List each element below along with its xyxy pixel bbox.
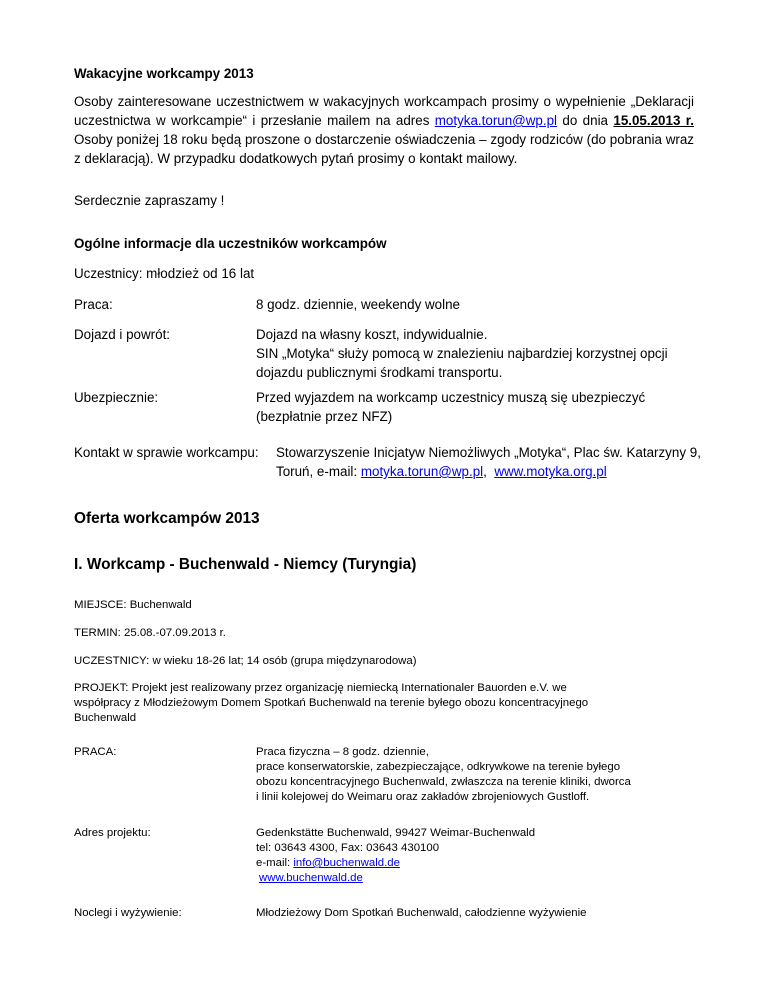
page-title: Wakacyjne workcampy 2013	[74, 66, 254, 81]
camp-miejsce: MIEJSCE: Buchenwald	[74, 599, 192, 611]
adres-website-link[interactable]: www.buchenwald.de	[259, 872, 363, 884]
contact-website-link[interactable]: www.motyka.org.pl	[494, 464, 607, 479]
contact-email-link[interactable]: motyka.torun@wp.pl	[360, 464, 484, 479]
participants-line: Uczestnicy: młodzież od 16 lat	[74, 266, 255, 281]
praca-line: obozu koncentracyjnego Buchenwald, zwłaszcza na terenie kliniki, dworca	[256, 776, 631, 788]
contact-address: Stowarzyszenie Inicjatyw Niemożliwych „Motyka“, Plac św. Katarzyny 9,	[276, 445, 701, 460]
general-title: Ogólne informacje dla uczestników workcampów	[74, 236, 387, 251]
praca-value	[256, 745, 631, 805]
contact-line2	[276, 462, 701, 481]
adres-email-link[interactable]: info@buchenwald.de	[293, 857, 400, 869]
dojazd-line: dojazdu publicznymi środkami transportu.	[256, 365, 503, 380]
adres-label: Adres projektu:	[74, 827, 151, 839]
adres-street: Gedenkstätte Buchenwald, 99427 Weimar-Buchenwald	[256, 827, 536, 839]
praca-line: prace konserwatorskie, zabezpieczające, odkrywkowe na terenie byłego	[256, 761, 621, 773]
intro-email-link[interactable]: motyka.torun@wp.pl	[434, 113, 558, 128]
praca-label: PRACA:	[74, 746, 117, 758]
dojazd-line: Dojazd na własny koszt, indywidualnie.	[256, 327, 488, 342]
noclegi-label: Noclegi i wyżywienie:	[74, 907, 182, 919]
row-label-ubezpieczenie: Ubezpiecznie:	[74, 390, 159, 405]
row-label-praca: Praca:	[74, 297, 113, 312]
contact-separator: ,	[483, 464, 487, 479]
camp-projekt	[74, 681, 714, 726]
praca-line: i linii kolejowej do Weimaru oraz zakładów zbrojeniowych Gustloff.	[256, 791, 590, 803]
dojazd-line: SIN „Motyka“ służy pomocą w znalezieniu najbardziej korzystnej opcji	[256, 346, 668, 361]
row-value-praca: 8 godz. dziennie, weekendy wolne	[256, 297, 460, 312]
intro-text-b: do dnia	[562, 113, 608, 128]
intro-text-c: Osoby poniżej 18 roku będą proszone o dostarczenie oświadczenia – zgody rodziców (do pobrania wraz z deklaracją). W przypadku dodatkowych pytań prosimy o kontakt mailowy.	[74, 132, 694, 166]
noclegi-value: Młodzieżowy Dom Spotkań Buchenwald, całodzienne wyżywienie	[256, 907, 587, 919]
camp-uczestnicy: UCZESTNICY: w wieku 18-26 lat; 14 osób (grupa międzynarodowa)	[74, 655, 417, 667]
adres-email-prefix: e-mail:	[256, 857, 291, 869]
projekt-line: Buchenwald	[74, 712, 137, 724]
ubezpieczenie-line: (bezpłatnie przez NFZ)	[256, 409, 393, 424]
adres-email-line	[256, 856, 535, 871]
contact-value	[276, 443, 701, 481]
contact-label: Kontakt w sprawie workcampu:	[74, 445, 259, 460]
camp-termin: TERMIN: 25.08.-07.09.2013 r.	[74, 627, 226, 639]
projekt-line: współpracy z Młodzieżowym Domem Spotkań Buchenwald na terenie byłego obozu koncentracyjnego	[74, 697, 589, 709]
row-label-dojazd: Dojazd i powrót:	[74, 327, 171, 342]
row-value-dojazd	[256, 325, 668, 382]
offer-title: Oferta workcampów 2013	[74, 510, 260, 527]
adres-value	[256, 826, 535, 886]
deadline-date: 15.05.2013 r.	[613, 113, 694, 128]
praca-line: Praca fizyczna – 8 godz. dziennie,	[256, 746, 429, 758]
camp-title: I. Workcamp - Buchenwald - Niemcy (Turyngia)	[74, 556, 417, 573]
projekt-line: PROJEKT: Projekt jest realizowany przez organizację niemiecką Internationaler Bauorden e.V. we	[74, 682, 567, 694]
contact-email-prefix: Toruń, e-mail:	[276, 464, 358, 479]
intro-text-a: Osoby zainteresowane uczestnictwem w wakacyjnych workcampach prosimy o wypełnienie „Deklaracji uczestnictwa w workcampie“ i przesłanie mailem na adres	[74, 94, 694, 128]
adres-website-line	[256, 871, 535, 886]
adres-phone: tel: 03643 4300, Fax: 03643 430100	[256, 842, 440, 854]
intro-paragraph	[74, 92, 694, 168]
invite-text: Serdecznie zapraszamy !	[74, 193, 225, 208]
ubezpieczenie-line: Przed wyjazdem na workcamp uczestnicy muszą się ubezpieczyć	[256, 390, 646, 405]
row-value-ubezpieczenie	[256, 388, 645, 426]
